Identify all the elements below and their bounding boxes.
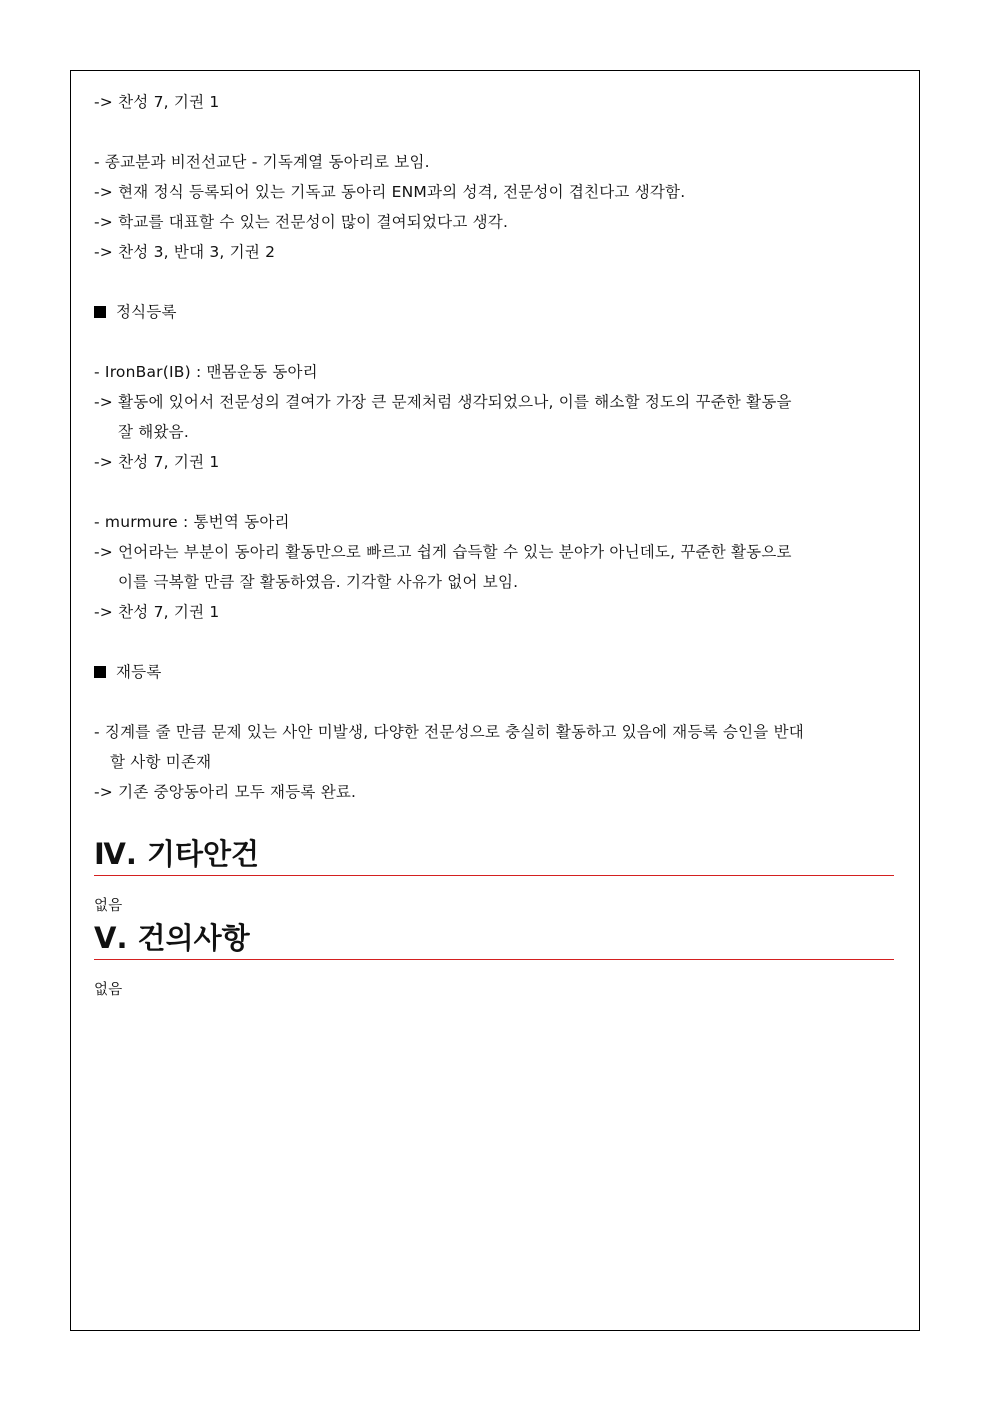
text-line: -> 언어라는 부분이 동아리 활동만으로 빠르고 쉽게 습득할 수 있는 분야가 아닌데도, 꾸준한 활동으로 xyxy=(94,543,792,561)
square-bullet-icon xyxy=(94,666,106,678)
text-line: - 징계를 줄 만큼 문제 있는 사안 미발생, 다양한 전문성으로 충실히 활동하고 있음에 재등록 승인을 반대 xyxy=(94,723,804,741)
text-line: - IronBar(IB) : 맨몸운동 동아리 xyxy=(94,363,318,381)
section-body: 없음 xyxy=(94,898,123,914)
text-line: - 종교분과 비전선교단 - 기독계열 동아리로 보임. xyxy=(94,153,430,171)
subsection-heading: 정식등록 xyxy=(94,302,177,322)
text-line: -> 찬성 7, 기권 1 xyxy=(94,603,220,621)
section-body: 없음 xyxy=(94,982,123,998)
text-line: 이를 극복할 만큼 잘 활동하였음. 기각할 사유가 없어 보임. xyxy=(118,573,519,591)
square-bullet-icon xyxy=(94,306,106,318)
text-line: 잘 해왔음. xyxy=(118,423,189,441)
text-line: -> 학교를 대표할 수 있는 전문성이 많이 결여되었다고 생각. xyxy=(94,213,509,231)
text-line: - murmure : 통번역 동아리 xyxy=(94,513,290,531)
section-heading: Ⅳ. 기타안건 xyxy=(94,836,894,876)
text-line: -> 찬성 3, 반대 3, 기권 2 xyxy=(94,243,276,261)
subsection-heading: 재등록 xyxy=(94,662,162,682)
section-heading: Ⅴ. 건의사항 xyxy=(94,920,894,960)
text-line: -> 현재 정식 등록되어 있는 기독교 동아리 ENM과의 성격, 전문성이 겹친다고 생각함. xyxy=(94,183,686,201)
text-line: -> 기존 중앙동아리 모두 재등록 완료. xyxy=(94,783,357,801)
text-line: -> 찬성 7, 기권 1 xyxy=(94,453,220,471)
text-line: -> 활동에 있어서 전문성의 결여가 가장 큰 문제처럼 생각되었으나, 이를 해소할 정도의 꾸준한 활동을 xyxy=(94,393,792,411)
text-line: 할 사항 미존재 xyxy=(110,753,212,771)
text-line: -> 찬성 7, 기권 1 xyxy=(94,93,220,111)
